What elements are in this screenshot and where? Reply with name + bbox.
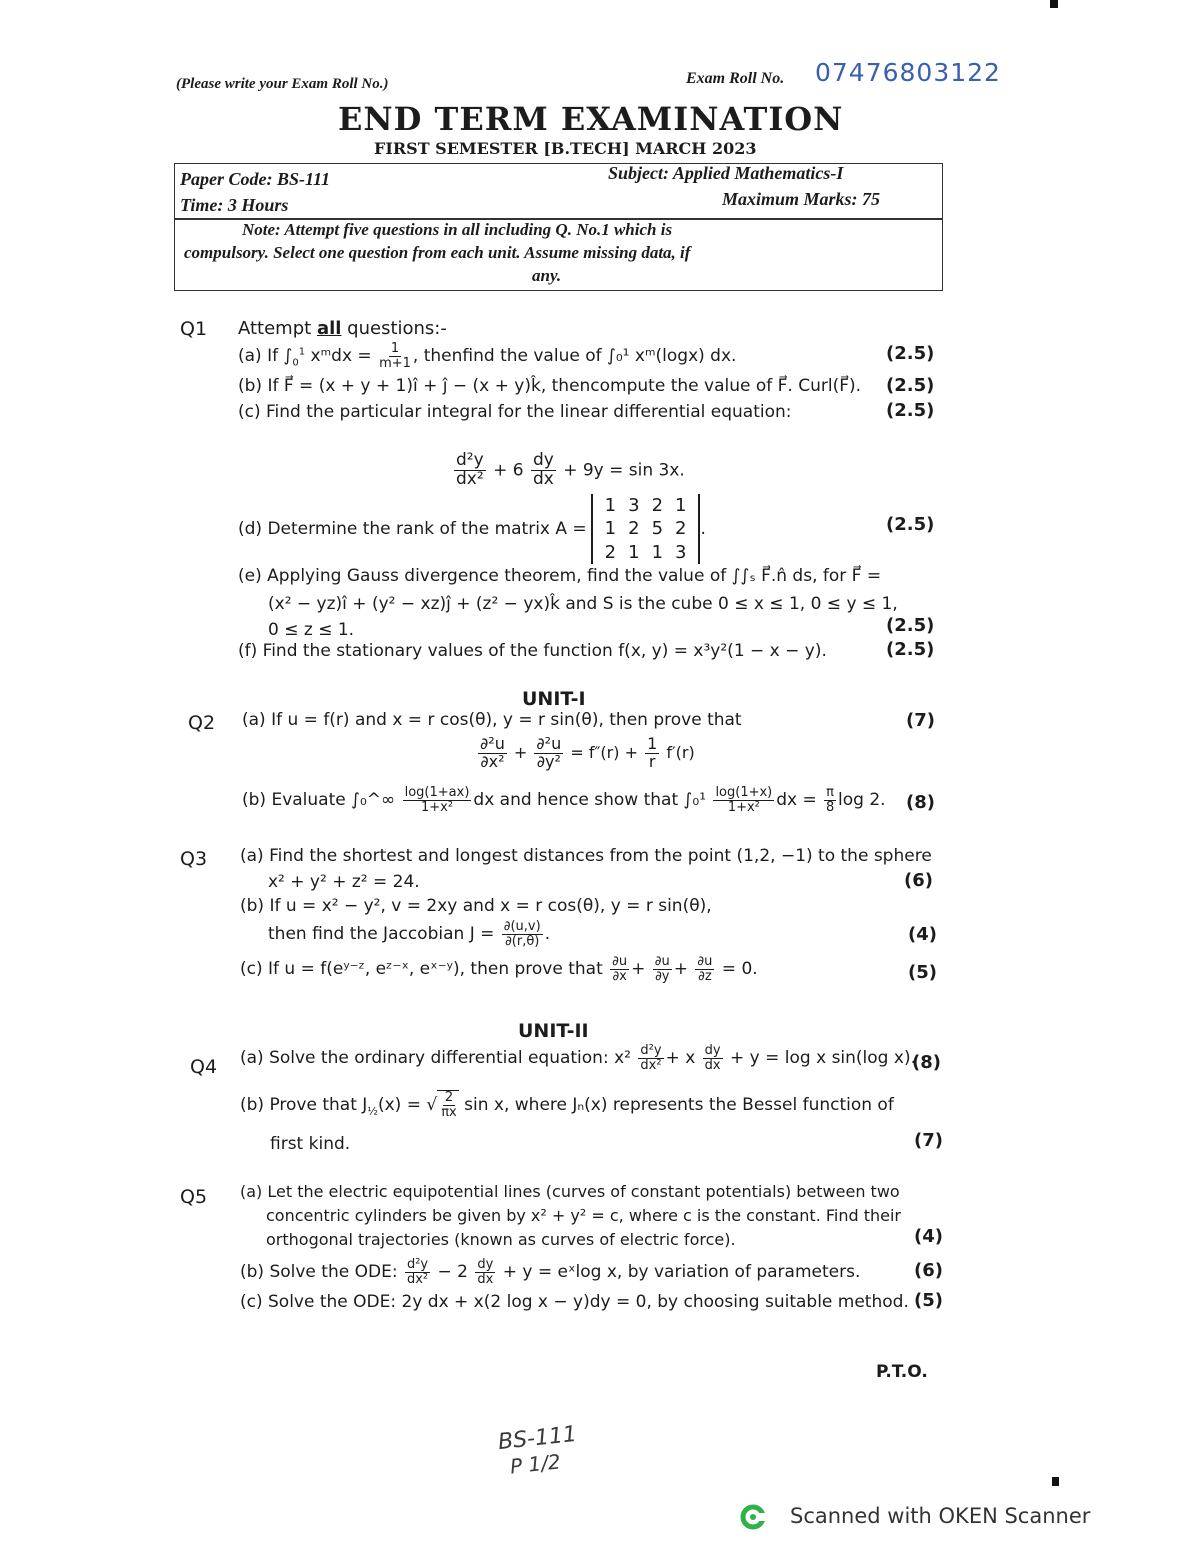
matrix-cell: 1	[651, 541, 664, 563]
q3a-line-2: x² + y² + z² = 24.	[268, 872, 420, 892]
semester-line: FIRST SEMESTER [B.TECH] MARCH 2023	[374, 139, 757, 158]
q1e-line-2: (x² − yz)î + (y² − xz)ĵ + (z² − yx)k̂ and S is the cube 0 ≤ x ≤ 1, 0 ≤ y ≤ 1,	[268, 594, 898, 614]
q1-number: Q1	[180, 318, 208, 340]
q5b: (b) Solve the ODE: $\frac{\text{d²y}}{\text{dx²}}$ − 2 $\frac{dy}{dx}$ + y = eˣlog x, by variation of parameters.	[240, 1257, 861, 1287]
q3a-line-1: (a) Find the shortest and longest distances from the point (1,2, −1) to the sphere	[240, 846, 932, 866]
q1c: (c) Find the particular integral for the linear differential equation:	[238, 402, 792, 422]
q4a: (a) Solve the ordinary differential equation: x² $\frac{\text{d²y}}{\text{dx²}}$ + x $\frac{dy}{dx}$ + y = log x sin(log x).	[240, 1043, 916, 1073]
q4a-marks: (8)	[912, 1052, 941, 1073]
note-line-2: compulsory. Select one question from each unit. Assume missing data, if	[184, 243, 691, 262]
q5a-line-2: concentric cylinders be given by x² + y² = c, where c is the constant. Find their	[266, 1206, 902, 1225]
q5b-marks: (6)	[914, 1260, 943, 1281]
q2a-marks: (7)	[906, 710, 935, 731]
matrix-cell: 3	[675, 541, 687, 563]
q1b-marks: (2.5)	[886, 375, 935, 396]
q1c-marks: (2.5)	[886, 400, 935, 421]
q1e-line-3: 0 ≤ z ≤ 1.	[268, 620, 355, 640]
matrix-cell: 5	[651, 518, 664, 540]
q3c-marks: (5)	[908, 962, 937, 983]
q1c-equation: $\frac{\text{d²y}}{\text{dx²}}$ + 6 $\frac{dy}{dx}$ + 9y = sin 3x.	[456, 450, 685, 489]
scanner-logo-icon	[740, 1504, 766, 1530]
matrix-cell: 2	[628, 518, 640, 540]
q1f: (f) Find the stationary values of the function f(x, y) = x³y²(1 − x − y).	[238, 641, 827, 661]
pto: P.T.O.	[876, 1362, 928, 1382]
q5a-line-3: orthogonal trajectories (known as curves of electric force).	[266, 1230, 736, 1249]
unit-1-heading: UNIT-I	[522, 688, 586, 710]
q4b-marks: (7)	[914, 1130, 943, 1151]
matrix-cell: 2	[651, 495, 664, 516]
exam-title: END TERM EXAMINATION	[338, 100, 844, 138]
matrix-cell: 1	[628, 541, 640, 563]
note-line-3: any.	[532, 266, 562, 285]
matrix-row	[599, 517, 693, 540]
roll-label: Exam Roll No.	[686, 70, 785, 87]
max-marks: Maximum Marks: 75	[722, 189, 881, 209]
scan-mark-top	[1050, 0, 1058, 8]
q5c: (c) Solve the ODE: 2y dx + x(2 log x − y)dy = 0, by choosing suitable method.	[240, 1292, 909, 1312]
paper-code: Paper Code: BS-111	[180, 169, 331, 189]
handwritten-page: P 1/2	[508, 1449, 562, 1479]
q3b-line-1: (b) If u = x² − y², v = 2xy and x = r cos(θ), y = r sin(θ),	[240, 896, 712, 916]
roll-note: (Please write your Exam Roll No.)	[176, 76, 389, 92]
q3a-marks: (6)	[904, 870, 933, 891]
matrix-a	[591, 494, 701, 564]
scan-mark-bottom	[1052, 1477, 1059, 1486]
q2a: (a) If u = f(r) and x = r cos(θ), y = r sin(θ), then prove that	[242, 710, 742, 730]
q1f-marks: (2.5)	[886, 639, 935, 660]
q2-number: Q2	[188, 712, 216, 734]
unit-2-heading: UNIT-II	[518, 1020, 589, 1042]
time: Time: 3 Hours	[180, 195, 289, 215]
subject: Subject: Applied Mathematics-I	[608, 163, 844, 183]
q3b-marks: (4)	[908, 924, 937, 945]
matrix-cell: 3	[628, 495, 640, 516]
q5a-line-1: (a) Let the electric equipotential lines (curves of constant potentials) between two	[240, 1182, 900, 1201]
roll-value: 07476803122	[815, 58, 1001, 87]
q1e-marks: (2.5)	[886, 615, 935, 636]
scanner-watermark: Scanned with OKEN Scanner	[790, 1504, 1091, 1528]
q3c: (c) If u = f(eʸ⁻ᶻ, eᶻ⁻ˣ, eˣ⁻ʸ), then prove that $\frac{\partial u}{\partial x}$ + $\frac{\partial u}{\partial y}$ + $\frac{\partial u}{\partial z}$ = 0.	[240, 954, 758, 984]
q1d: (d) Determine the rank of the matrix A = 1 3 2 1 1 2 5 2 2 1 1 3 .	[238, 495, 706, 563]
handwritten-code: BS-111	[496, 1421, 579, 1456]
matrix-cell: 1	[604, 495, 617, 516]
note-line-1: Note: Attempt five questions in all including Q. No.1 which is	[242, 220, 673, 239]
q3-number: Q3	[180, 848, 208, 870]
q4-number: Q4	[190, 1056, 218, 1078]
q1d-marks: (2.5)	[886, 514, 935, 535]
q1-intro: Attempt all questions:-	[238, 318, 447, 339]
q5-number: Q5	[180, 1186, 208, 1208]
matrix-cell: 1	[604, 518, 617, 540]
q4b: (b) Prove that $J_{\frac{1}{2}}(x)$ = √ $\frac{2}{\pi x}$ sin x, where Jₙ(x) represents the Bessel function of	[240, 1090, 894, 1120]
q5a-marks: (4)	[914, 1226, 943, 1247]
matrix-row	[599, 494, 693, 517]
q1e-line-1: (e) Applying Gauss divergence theorem, find the value of ∫∫ₛ F⃗.n̂ ds, for F⃗ =	[238, 566, 882, 586]
q4b-line-2: first kind.	[270, 1134, 351, 1154]
matrix-row	[599, 541, 693, 564]
q1a: (a) If $\int_0^1$ xᵐdx = $\frac{1}{m+1}$ , thenfind the value of ∫₀¹ xᵐ(logx) dx.	[238, 341, 737, 371]
matrix-cell: 2	[675, 518, 687, 540]
q2b-marks: (8)	[906, 792, 935, 813]
q5c-marks: (5)	[914, 1290, 943, 1311]
q3b-line-2: then find the Jaccobian J = $\frac{\partial(u,v)}{\partial(r,\theta)}$ .	[268, 919, 551, 949]
q2b: (b) Evaluate ∫₀^∞ $\frac{\log(1+ax)}{\text{1+x²}}$ dx and hence show that ∫₀¹ $\frac{\log(1+x)}{\text{1+x²}}$ dx = $\frac{\pi}{8}$ log 2.	[242, 785, 886, 815]
q2a-equation: $\frac{\text{∂²u}}{\text{∂x²}}$ + $\frac{\text{∂²u}}{\text{∂y²}}$ = f″(r) + $\frac{1}{r}$ f′(r)	[480, 734, 695, 771]
q1b: (b) If F⃗ = (x + y + 1)î + ĵ − (x + y)k̂, thencompute the value of F⃗. Curl(F⃗).	[238, 376, 862, 396]
matrix-cell: 1	[675, 495, 687, 516]
matrix-cell: 2	[604, 541, 617, 563]
q1a-marks: (2.5)	[886, 343, 935, 364]
